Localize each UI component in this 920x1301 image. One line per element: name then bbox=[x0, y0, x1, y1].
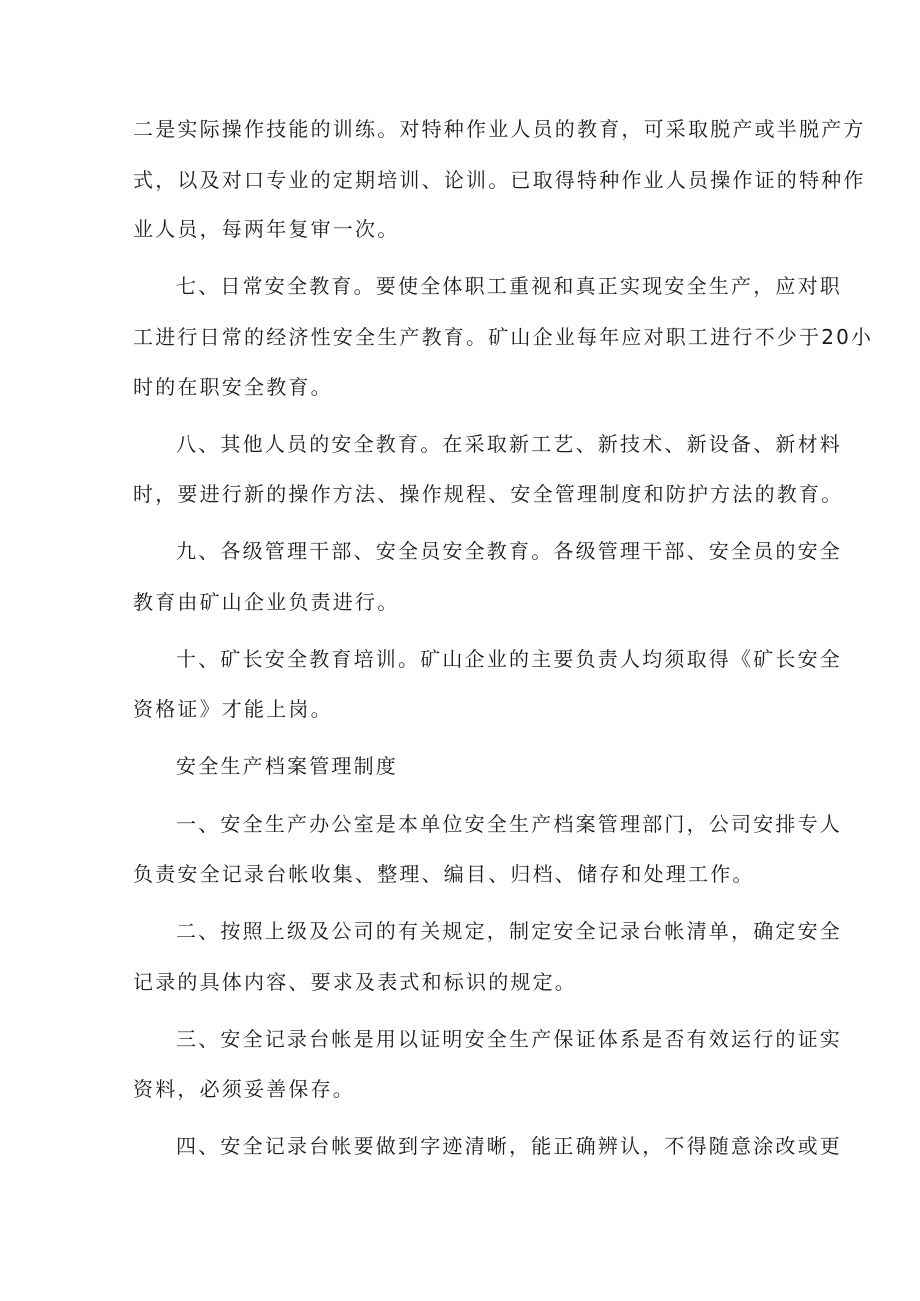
paragraph-line: 教育由矿山企业负责进行。 bbox=[133, 590, 400, 614]
paragraph-line: 二是实际操作技能的训练。对特种作业人员的教育，可采取脱产或半脱产方 bbox=[133, 117, 866, 141]
paragraph-line: 四、安全记录台帐要做到字迹清晰，能正确辨认，不得随意涂改或更 bbox=[176, 1134, 842, 1158]
paragraph-line: 一、安全生产办公室是本单位安全生产档案管理部门，公司安排专人 bbox=[176, 812, 842, 836]
paragraph-line: 资料，必须妥善保存。 bbox=[133, 1077, 355, 1101]
paragraph-line: 工进行日常的经济性安全生产教育。矿山企业每年应对职工进行不少于20小 bbox=[133, 325, 874, 349]
paragraph-line: 二、按照上级及公司的有关规定，制定安全记录台帐清单，确定安全 bbox=[176, 919, 842, 943]
paragraph-line: 资格证》才能上岗。 bbox=[133, 697, 333, 721]
paragraph-line: 记录的具体内容、要求及表式和标识的规定。 bbox=[133, 970, 577, 994]
paragraph-line: 八、其他人员的安全教育。在采取新工艺、新技术、新设备、新材料 bbox=[176, 432, 842, 456]
paragraph-line: 负责安全记录台帐收集、整理、编目、归档、储存和处理工作。 bbox=[133, 862, 755, 886]
section-heading: 安全生产档案管理制度 bbox=[176, 754, 398, 778]
paragraph-line: 时的在职安全教育。 bbox=[133, 375, 333, 399]
paragraph-line: 七、日常安全教育。要使全体职工重视和真正实现安全生产，应对职 bbox=[176, 274, 842, 298]
paragraph-line: 时，要进行新的操作方法、操作规程、安全管理制度和防护方法的教育。 bbox=[133, 482, 844, 506]
paragraph-line: 十、矿长安全教育培训。矿山企业的主要负责人均须取得《矿长安全 bbox=[176, 647, 842, 671]
paragraph-line: 业人员，每两年复审一次。 bbox=[133, 217, 400, 241]
paragraph-line: 式，以及对口专业的定期培训、论训。已取得特种作业人员操作证的特种作 bbox=[133, 168, 866, 192]
paragraph-line: 三、安全记录台帐是用以证明安全生产保证体系是否有效运行的证实 bbox=[176, 1027, 842, 1051]
paragraph-line: 九、各级管理干部、安全员安全教育。各级管理干部、安全员的安全 bbox=[176, 539, 842, 563]
